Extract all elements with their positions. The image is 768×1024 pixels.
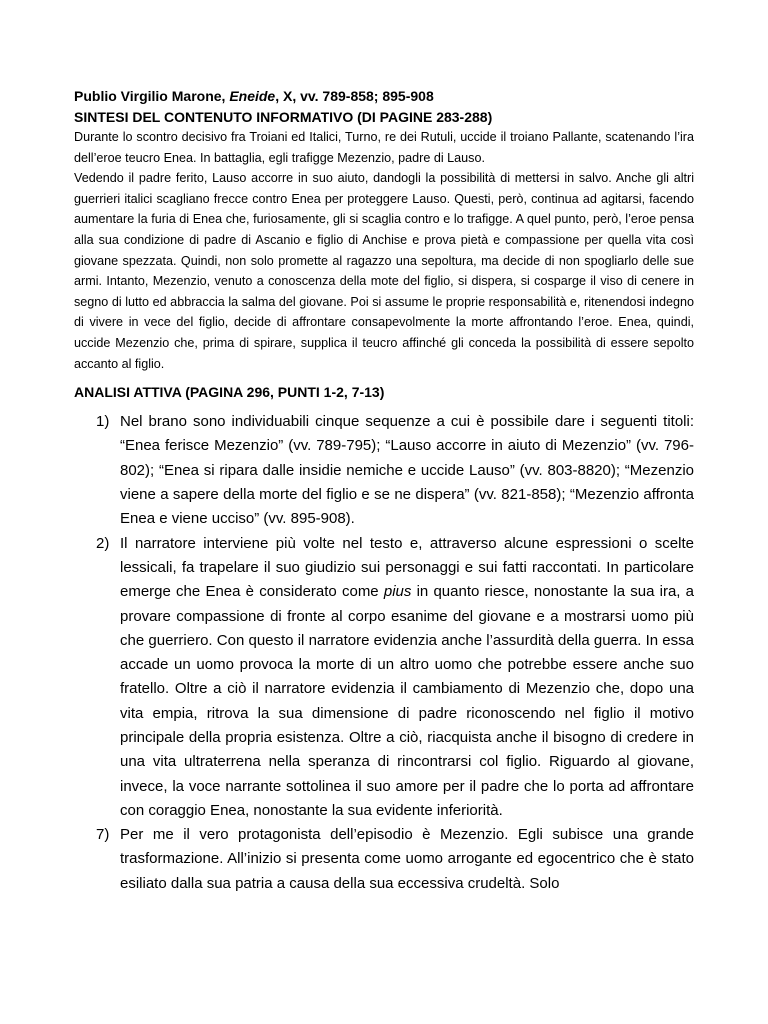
- list-item: [74, 410, 694, 531]
- summary-paragraph: Durante lo scontro decisivo fra Troiani ed Italici, Turno, re dei Rutuli, uccide il troiano Pallante, scatenando l’ira dell’eroe teucro Enea. In battaglia, egli trafigge Mezenzio, padre di Lauso.: [74, 130, 694, 165]
- item-number: 1): [96, 413, 110, 431]
- item-text-italic: pius: [383, 583, 412, 601]
- title-prefix: Publio Virgilio Marone,: [74, 88, 230, 104]
- title-suffix: , X, vv. 789-858; 895-908: [275, 88, 434, 104]
- item-number: 7): [96, 826, 110, 844]
- item-text-after: in quanto riesce, nonostante la sua ira, a provare compassione di fronte al corpo esanime del giovane e a mostrarsi uomo più che guerriero. Con questo il narratore evidenzia anche l’assurdità della guerra. In essa accade un uomo provoca la morte di un altro uomo che potrebbe essere anche suo fratello. Oltre a ciò il narratore evidenzia il cambiamento di Mezenzio che, dopo una vita empia, ritrova la sua dimensione di padre riconoscendo nel figlio il motivo principale della propria esistenza. Oltre a ciò, riacquista anche il bisogno di credere in una vita ultraterrena nella speranza di rincontrarsi col figlio. Riguardo al giovane, invece, la voce narrante sottolinea il suo amore per il padre che lo porta ad affrontare con coraggio Enea, nonostante la sua evidente inferiorità.: [120, 583, 695, 819]
- list-item: [74, 532, 694, 824]
- item-text: [120, 532, 694, 824]
- item-text: Nel brano sono individuabili cinque sequenze a cui è possibile dare i seguenti titoli: “Enea ferisce Mezenzio” (vv. 789-795); “Lauso accorre in aiuto di Mezenzio” (vv. 796-802); “Enea si ripara dalle insidie nemiche e uccide Lauso” (vv. 803-8820); “Mezenzio viene a sapere della morte del figlio e se ne dispera” (vv. 821-858); “Mezenzio affronta Enea e viene ucciso” (vv. 895-908).: [120, 413, 694, 528]
- list-item: [74, 823, 694, 896]
- document-page: [74, 86, 694, 896]
- document-title: [74, 86, 694, 107]
- item-text-before: Il narratore interviene più volte nel testo e, attraverso alcune espressioni o scelte lessicali, fa trapelare il suo giudizio sui personaggi e sui fatti raccontati. In particolare emerge che Enea è considerato come: [120, 534, 694, 601]
- item-text: Per me il vero protagonista dell’episodio è Mezenzio. Egli subisce una grande trasformazione. All’inizio si presenta come uomo arrogante ed egocentrico che è stato esiliato dalla sua patria a causa della sua eccessiva crudeltà. Solo: [120, 826, 694, 892]
- summary-heading: SINTESI DEL CONTENUTO INFORMATIVO (DI PAGINE 283-288): [74, 109, 493, 125]
- analysis-list: [74, 410, 694, 896]
- analysis-heading: ANALISI ATTIVA (PAGINA 296, PUNTI 1-2, 7-13): [74, 384, 385, 401]
- summary-paragraph: Vedendo il padre ferito, Lauso accorre in suo aiuto, dandogli la possibilità di mettersi in salvo. Anche gli altri guerrieri italici scagliano frecce contro Enea per proteggere Lauso. Questi, però, continua ad agitarsi, facendo aumentare la furia di Enea che, furiosamente, gli si scaglia contro e lo trafigge. A quel punto, però, l’eroe pensa alla sua condizione di padre di Ascanio e figlio di Anchise e prova pietà e compassione per quella vita così giovane spezzata. Quindi, non solo promette al ragazzo una sepoltura, ma decide di non spogliarlo delle sue armi. Intanto, Mezenzio, venuto a conoscenza della mote del figlio, si dispera, si cosparge il viso di cenere in segno di lutto ed abbraccia la salma del giovane. Poi si assume le proprie responsabilità e, ritenendosi indegno di vivere in vece del figlio, decide di affrontare consapevolmente la morte affrontando l’eroe. Enea, quindi, uccide Mezenzio che, prima di spirare, supplica il teucro affinché gli conceda la possibilità di essere sepolto accanto al figlio.: [74, 171, 694, 371]
- summary-section: [74, 127, 694, 374]
- item-number: 2): [96, 534, 110, 552]
- title-work: Eneide: [229, 88, 276, 104]
